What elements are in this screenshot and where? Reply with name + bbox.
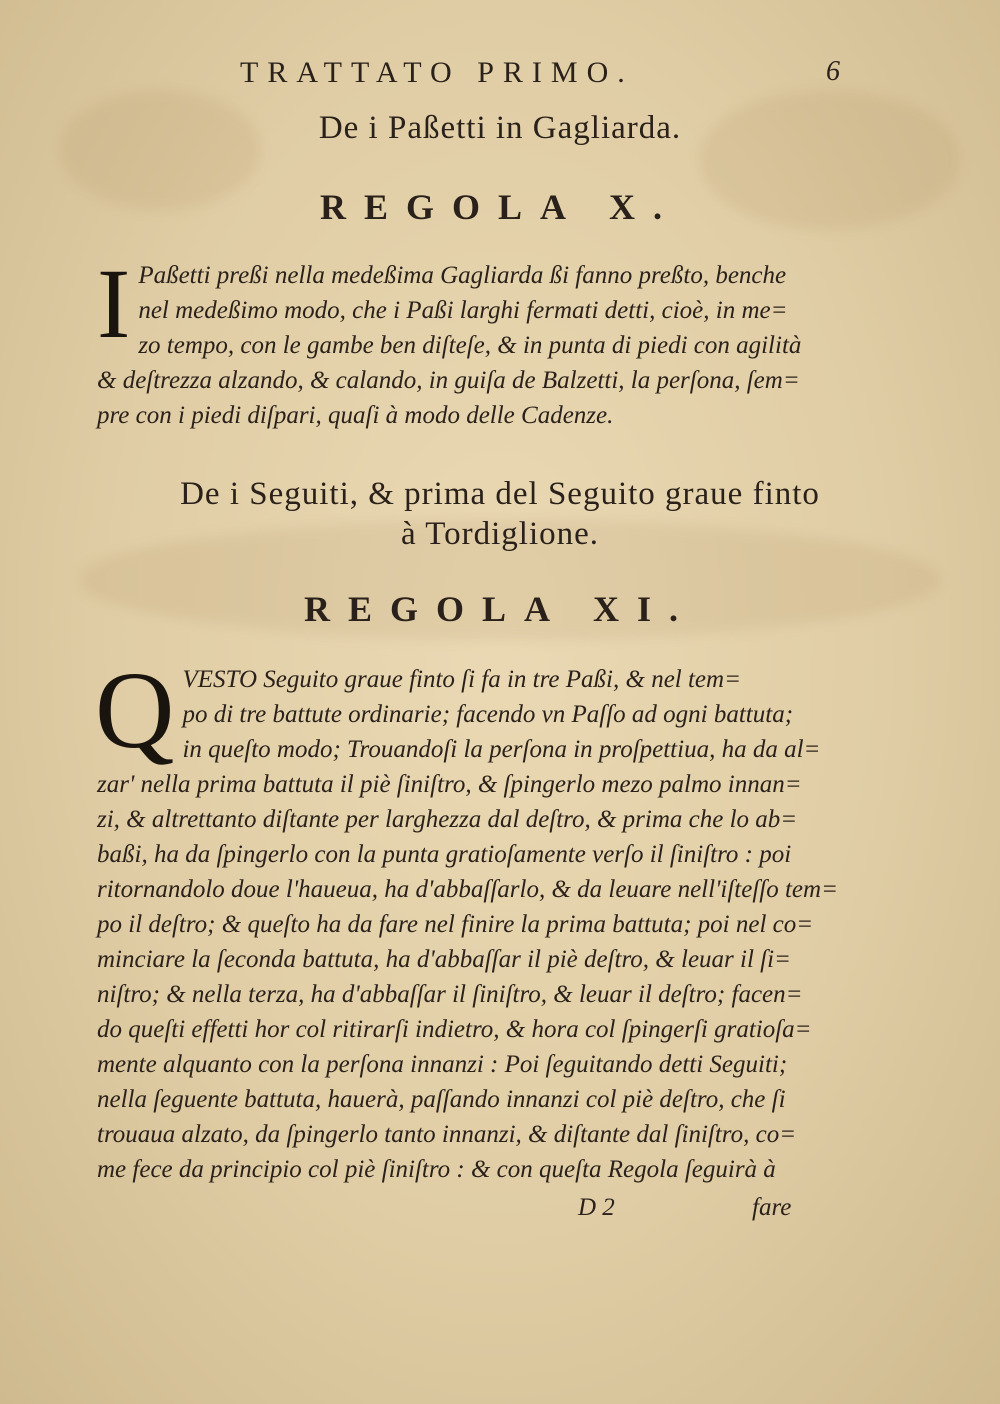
text-line: trouaua alzato, da ſpingerlo tanto innanzi, & diſtante dal ſiniſtro, co=: [97, 1121, 797, 1148]
signature-mark: D 2: [578, 1194, 615, 1221]
text-line: & deſtrezza alzando, & calando, in guiſa de Balzetti, la perſona, ſem=: [97, 367, 800, 394]
page-number: 6: [826, 56, 840, 87]
text-line: Paßetti preßi nella medeßima Gagliarda ßi fanno preßto, benche: [138, 262, 787, 289]
section-title: De i Seguiti, & prima del Seguito graue finto: [180, 476, 820, 512]
text-line: mente alquanto con la perſona innanzi : Poi ſeguitando detti Seguiti;: [97, 1051, 788, 1078]
catchword: fare: [752, 1194, 792, 1221]
paragraph: [95, 649, 857, 1187]
section-title: De i Paßetti in Gagliarda.: [318, 110, 682, 146]
page-header: [240, 56, 840, 96]
text-line: in queſto modo; Trouandoſi la perſona in proſpettiua, ha da al=: [182, 736, 821, 763]
text-line: nella ſeguente battuta, hauerà, paſſando innanzi col piè deſtro, che ſi: [97, 1086, 786, 1113]
text-line: minciare la ſeconda battuta, ha d'abbaſſar il piè deſtro, & leuar il ſi=: [97, 946, 791, 973]
text-line: zar' nella prima battuta il piè ſiniſtro, & ſpingerlo mezo palmo innan=: [97, 771, 802, 798]
drop-initial: I: [97, 248, 131, 359]
text-line: pre con i piedi diſpari, quaſi à modo delle Cadenze.: [97, 402, 614, 429]
text-line: do queſti effetti hor col ritirarſi indietro, & hora col ſpingerſi gratioſa=: [97, 1016, 812, 1043]
text-line: me fece da principio col piè ſiniſtro : & con queſta Regola ſeguirà à: [97, 1156, 776, 1183]
text-line: nel medeßimo modo, che i Paßi larghi fermati detti, cioè, in me=: [138, 297, 788, 324]
page-footer: [0, 1194, 1000, 1230]
section-title: à Tordiglione.: [400, 516, 600, 552]
rule-title: REGOLA X.: [319, 187, 681, 227]
running-head: TRATTATO PRIMO.: [240, 56, 634, 89]
text-line: niſtro; & nella terza, ha d'abbaſſar il ſiniſtro, & leuar il deſtro; facen=: [97, 981, 803, 1008]
text-line: VESTO Seguito graue finto ſi fa in tre Paßi, & nel tem=: [182, 666, 741, 693]
text-line: zi, & altrettanto diſtante per larghezza dal deſtro, & prima che lo ab=: [97, 806, 798, 833]
paragraph: [97, 248, 857, 433]
text-line: baßi, ha da ſpingerlo con la punta gratioſamente verſo il ſiniſtro : poi: [97, 841, 792, 868]
rule-title: REGOLA XI.: [303, 589, 697, 629]
text-line: po di tre battute ordinarie; facendo vn Paſſo ad ogni battuta;: [182, 701, 794, 728]
text-line: zo tempo, con le gambe ben diſteſe, & in punta di piedi con agilità: [138, 332, 802, 359]
text-line: ritornandolo doue l'haueua, ha d'abbaſſarlo, & da leuare nell'iſteſſo tem=: [97, 876, 838, 903]
text-line: po il deſtro; & queſto ha da fare nel finire la prima battuta; poi nel co=: [97, 911, 814, 938]
drop-initial: Q: [95, 649, 175, 771]
